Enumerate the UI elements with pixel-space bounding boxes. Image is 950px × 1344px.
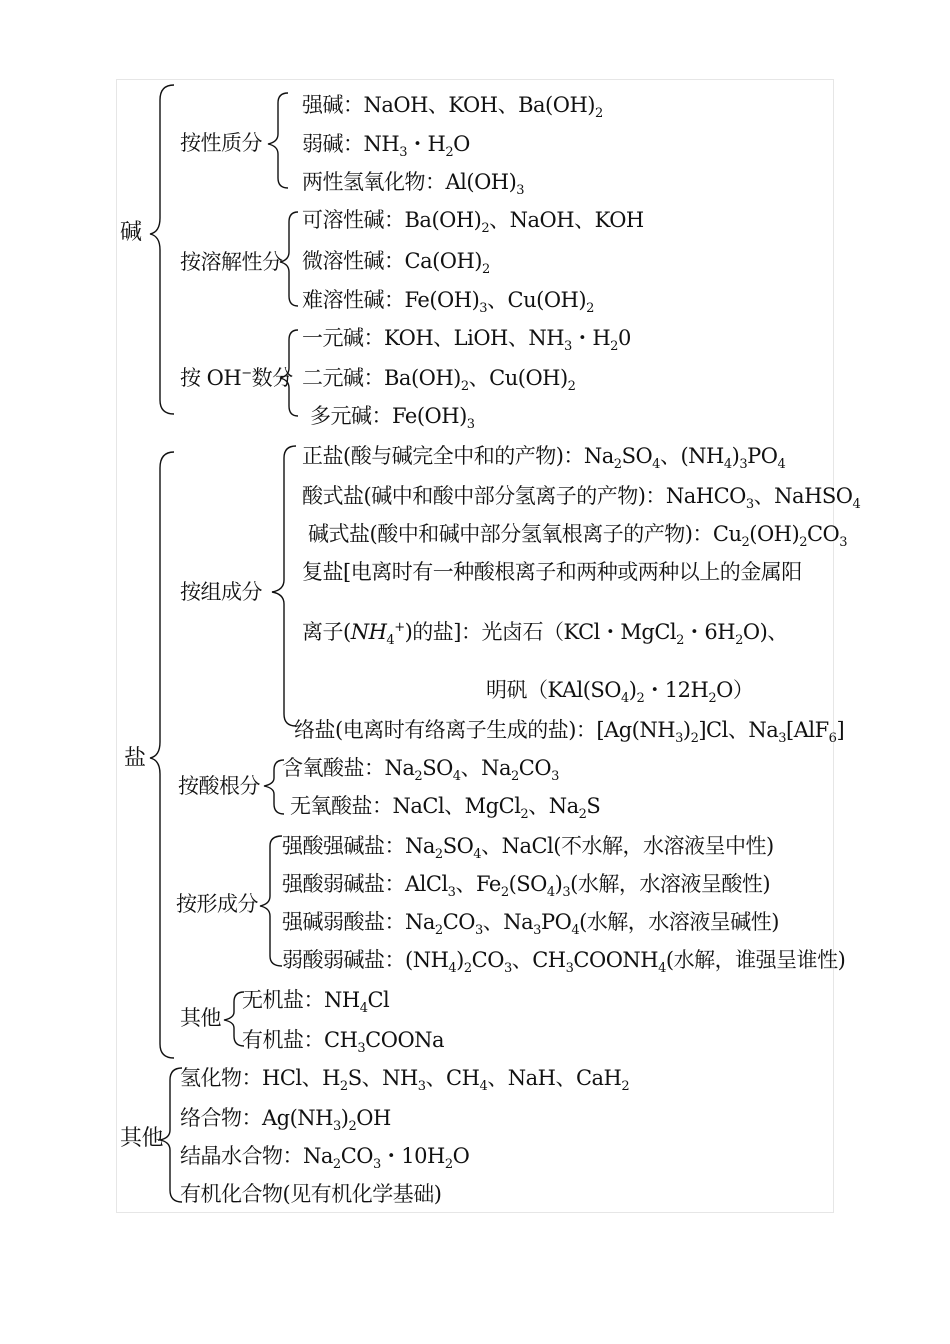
salt-strong-base-weak-acid: 强碱弱酸盐：$Na_2CO_3$、$Na_3PO_4$(水解，水溶液呈碱性) xyxy=(282,910,779,939)
base-strong-base: 强碱：NaOH、KOH、$Ba(OH)_2$ xyxy=(302,93,603,122)
salt-weak-acid-weak-base: 弱酸弱碱盐：$(NH_4)_2CO_3$、$CH_3COONH_4$(水解，谁强呈谁性) xyxy=(282,948,846,977)
salt-acid: 酸式盐(碱中和酸中部分氢离子的产物)：NaHCO$_3$、NaHSO$_4$ xyxy=(302,484,861,513)
salt-double-line2: 离子$(NH_4^+)$的盐]：光卤石（KCl・MgCl$_2$・$6H_2O$)、 xyxy=(302,620,788,649)
base-group-solubility-label: 按溶解性分 xyxy=(180,250,283,274)
base-dibasic: 二元碱：$Ba(OH)_2$、$Cu(OH)_2$ xyxy=(302,366,576,395)
salt-organic: 有机盐：$CH_3COONa$ xyxy=(242,1028,445,1057)
salt-double-line3: 明矾（$KAl(SO_4)_2$・$12H_2O$） xyxy=(486,678,754,707)
other-complex-compound: 络合物：$Ag(NH_3)_2OH$ xyxy=(180,1106,391,1135)
base-soluble: 可溶性碱：$Ba(OH)_2$、NaOH、KOH xyxy=(302,208,644,237)
base-slightly-soluble: 微溶性碱：$Ca(OH)_2$ xyxy=(302,249,490,278)
salt-non-oxyacid: 无氧酸盐：NaCl、MgCl$_2$、$Na_2S$ xyxy=(290,794,601,823)
salt-strong-acid-strong-base: 强酸强碱盐：$Na_2SO_4$、NaCl(不水解，水溶液呈中性) xyxy=(282,834,774,863)
salt-group-acid-label: 按酸根分 xyxy=(178,774,260,798)
base-monobasic: 一元碱：KOH、LiOH、$NH_3$・$H_20$ xyxy=(302,326,631,355)
salt-basic: 碱式盐(酸中和碱中部分氢氧根离子的产物)：$Cu_2(OH)_2CO_3$ xyxy=(308,522,848,551)
category-other: 其他 xyxy=(120,1126,164,1151)
salt-normal: 正盐(酸与碱完全中和的产物)：$Na_2SO_4$、$(NH_4)_3PO_4$ xyxy=(302,444,786,473)
brace-base-property xyxy=(268,93,288,188)
brace-salt-acid xyxy=(264,760,284,814)
salt-group-formation-label: 按形成分 xyxy=(176,892,258,916)
category-base: 碱 xyxy=(120,220,142,245)
salt-double-line1: 复盐[电离时有一种酸根离子和两种或两种以上的金属阳 xyxy=(302,560,802,584)
salt-oxyacid: 含氧酸盐：$Na_2SO_4$、$Na_2CO_3$ xyxy=(282,756,559,785)
brace-salt xyxy=(150,452,174,1058)
salt-strong-acid-weak-base: 强酸弱碱盐：AlCl$_3$、$Fe_2(SO_4)_3$(水解，水溶液呈酸性) xyxy=(282,872,771,901)
other-hydride: 氢化物：HCl、$H_2S$、$NH_3$、$CH_4$、NaH、CaH$_2$ xyxy=(180,1066,630,1095)
base-polybasic: 多元碱：$Fe(OH)_3$ xyxy=(310,404,475,433)
salt-inorganic: 无机盐：$NH_4Cl$ xyxy=(242,988,390,1017)
category-salt: 盐 xyxy=(124,746,146,771)
base-weak-base: 弱碱：$NH_3$・$H_2O$ xyxy=(302,132,470,161)
base-group-oh-label: 按 OH−数分 xyxy=(180,366,293,390)
base-group-property-label: 按性质分 xyxy=(180,131,262,155)
other-hydrate: 结晶水合物：$Na_2CO_3$・$10H_2O$ xyxy=(180,1144,470,1173)
brace-salt-formation xyxy=(260,836,282,966)
base-insoluble: 难溶性碱：$Fe(OH)_3$、$Cu(OH)_2$ xyxy=(302,288,594,317)
salt-group-other-label: 其他 xyxy=(180,1006,221,1030)
brace-other xyxy=(160,1068,182,1202)
brace-salt-composition xyxy=(272,446,296,726)
base-amphoteric: 两性氢氧化物：$Al(OH)_3$ xyxy=(302,170,525,199)
salt-complex: 络盐(电离时有络离子生成的盐)：$[Ag(NH_3)_2]Cl$、$Na_3[AlF_6]$ xyxy=(294,718,845,747)
brace-base xyxy=(150,85,174,414)
brace-salt-other xyxy=(224,992,244,1046)
other-organic: 有机化合物(见有机化学基础) xyxy=(180,1182,442,1206)
salt-group-composition-label: 按组成分 xyxy=(180,580,262,604)
